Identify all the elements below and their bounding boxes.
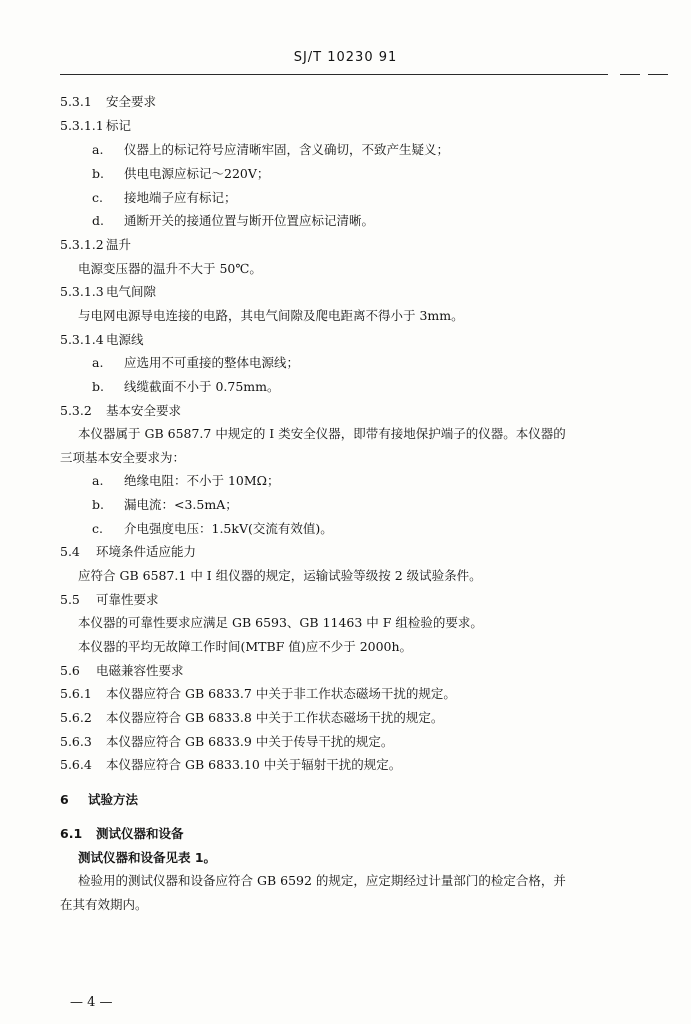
section-line — [60, 663, 184, 679]
paragraph-line — [78, 615, 483, 631]
line-text: 漏电流：<3.5mA； — [124, 497, 238, 512]
section-number: 5.4 — [60, 544, 80, 559]
line-text: 温升 — [106, 237, 132, 252]
section-line — [60, 237, 131, 253]
list-item — [92, 355, 299, 371]
section-number: 5.3.1.1 — [60, 118, 104, 133]
section-line — [60, 792, 138, 808]
section-number: 6.1 — [60, 826, 83, 841]
line-text: 试验方法 — [88, 792, 139, 807]
line-text: 本仪器应符合 GB 6833.9 中关于传导干扰的规定。 — [106, 734, 394, 749]
line-text: 通断开关的接通位置与断开位置应标记清晰。 — [124, 213, 375, 228]
paragraph-line — [78, 639, 412, 655]
list-item — [92, 190, 237, 206]
line-text: 供电电源应标记～220V； — [124, 166, 270, 181]
section-line — [60, 734, 393, 750]
section-number: 5.6.1 — [60, 686, 92, 701]
line-text: 与电网电源导电连接的电路，其电气间隙及爬电距离不得小于 3mm。 — [78, 308, 464, 323]
line-text: 绝缘电阻：不小于 10MΩ； — [124, 473, 280, 488]
list-marker: d. — [92, 213, 104, 228]
list-marker: b. — [92, 497, 104, 512]
line-text: 安全要求 — [106, 94, 157, 109]
line-text: 电磁兼容性要求 — [96, 663, 184, 678]
paragraph-line — [78, 308, 464, 324]
section-number: 5.3.1.3 — [60, 284, 104, 299]
header-rule-dash — [648, 74, 668, 75]
section-line — [60, 332, 144, 348]
list-item — [92, 473, 280, 489]
paragraph-line — [78, 261, 262, 277]
list-item — [92, 379, 280, 395]
header-rule-dash — [620, 74, 640, 75]
section-number: 5.3.1.4 — [60, 332, 104, 347]
list-item — [92, 497, 238, 513]
section-line — [60, 826, 184, 842]
section-number: 5.6.4 — [60, 757, 92, 772]
line-text: 电源变压器的温升不大于 50℃。 — [78, 261, 262, 276]
section-line — [60, 284, 156, 300]
line-text: 本仪器的平均无故障工作时间(MTBF 值)应不少于 2000h。 — [78, 639, 413, 654]
section-line — [60, 710, 443, 726]
list-marker: a. — [92, 142, 104, 157]
line-text: 测试仪器和设备 — [96, 826, 184, 841]
line-text: 电源线 — [106, 332, 144, 347]
line-text: 介电强度电压：1.5kV(交流有效值)。 — [124, 521, 333, 536]
list-item — [92, 521, 333, 537]
line-text: 测试仪器和设备见表 1。 — [78, 850, 217, 865]
page-number: — 4 — — [70, 995, 113, 1010]
line-text: 可靠性要求 — [96, 592, 159, 607]
section-number: 5.6 — [60, 663, 80, 678]
list-item — [92, 213, 374, 229]
header-rule — [60, 74, 608, 75]
line-text: 仪器上的标记符号应清晰牢固，含义确切，不致产生疑义； — [124, 142, 450, 157]
section-number: 5.5 — [60, 592, 80, 607]
section-line — [60, 592, 159, 608]
line-text: 本仪器应符合 GB 6833.10 中关于辐射干扰的规定。 — [106, 757, 402, 772]
section-number: 5.6.3 — [60, 734, 92, 749]
section-number: 5.3.2 — [60, 403, 92, 418]
section-line — [60, 94, 156, 110]
line-text: 接地端子应有标记； — [124, 190, 237, 205]
paragraph-line — [78, 873, 566, 889]
section-line — [60, 686, 456, 702]
list-item — [92, 142, 449, 158]
list-marker: b. — [92, 166, 104, 181]
section-line — [60, 544, 196, 560]
paragraph-line — [60, 450, 185, 466]
paragraph-line — [78, 426, 566, 442]
line-text: 基本安全要求 — [106, 403, 182, 418]
line-text: 三项基本安全要求为： — [60, 450, 186, 465]
paragraph-line — [78, 568, 482, 584]
line-text: 检验用的测试仪器和设备应符合 GB 6592 的规定，应定期经过计量部门的检定合格，并 — [78, 873, 566, 888]
section-number: 5.3.1 — [60, 94, 92, 109]
section-number: 6 — [60, 792, 69, 807]
line-text: 应符合 GB 6587.1 中 I 组仪器的规定，运输试验等级按 2 级试验条件。 — [78, 568, 482, 583]
paragraph-line — [60, 897, 148, 913]
line-text: 本仪器应符合 GB 6833.7 中关于非工作状态磁场干扰的规定。 — [106, 686, 456, 701]
section-line — [60, 118, 131, 134]
section-line — [60, 403, 181, 419]
list-marker: a. — [92, 355, 104, 370]
line-text: 电气间隙 — [106, 284, 157, 299]
line-text: 本仪器应符合 GB 6833.8 中关于工作状态磁场干扰的规定。 — [106, 710, 444, 725]
line-text: 线缆截面不小于 0.75mm。 — [124, 379, 280, 394]
list-marker: b. — [92, 379, 104, 394]
list-marker: c. — [92, 521, 103, 536]
line-text: 环境条件适应能力 — [96, 544, 197, 559]
list-marker: a. — [92, 473, 104, 488]
line-text: 在其有效期内。 — [60, 897, 148, 912]
line-text: 本仪器属于 GB 6587.7 中规定的 I 类安全仪器，即带有接地保护端子的仪器。本仪器的 — [78, 426, 566, 441]
section-number: 5.6.2 — [60, 710, 92, 725]
line-text: 应选用不可重接的整体电源线； — [124, 355, 300, 370]
list-marker: c. — [92, 190, 103, 205]
section-number: 5.3.1.2 — [60, 237, 104, 252]
line-text: 标记 — [106, 118, 132, 133]
list-item — [92, 166, 269, 182]
standard-code-header: SJ/T 10230 91 — [293, 50, 398, 65]
paragraph-line — [78, 850, 216, 866]
line-text: 本仪器的可靠性要求应满足 GB 6593、GB 11463 中 F 组检验的要求。 — [78, 615, 483, 630]
section-line — [60, 757, 401, 773]
